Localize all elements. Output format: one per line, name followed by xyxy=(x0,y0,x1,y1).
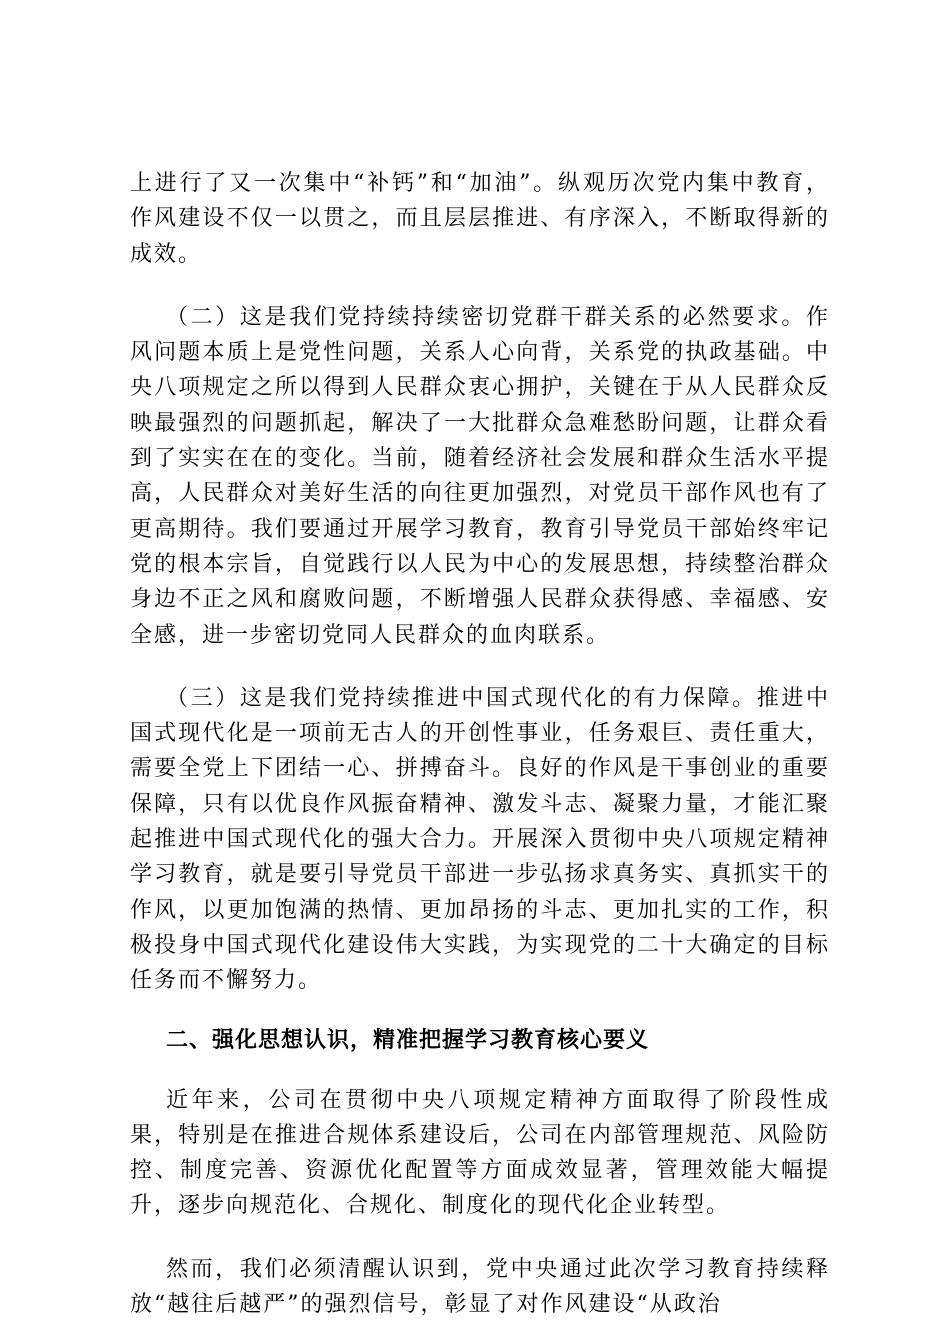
paragraph-however: 然而，我们必须清醒认识到，党中央通过此次学习教育持续释放“越往后越严”的强烈信号，彰显了对作风建设“从政治 xyxy=(130,1256,830,1318)
document-page xyxy=(130,166,830,1322)
paragraph-recent-years: 近年来，公司在贯彻中央八项规定精神方面取得了阶段性成果，特别是在推进合规体系建设后，公司在内部管理规范、风险防控、制度完善、资源优化配置等方面成效显著，管理效能大幅提升，逐步向规范化、合规化、制度化的现代化企业转型。 xyxy=(130,1087,830,1219)
paragraph-continuation: 上进行了又一次集中“补钙”和“加油”。纵观历次党内集中教育，作风建设不仅一以贯之，而且层层推进、有序深入，不断取得新的成效。 xyxy=(130,171,830,267)
paragraph-section-three: （三）这是我们党持续推进中国式现代化的有力保障。推进中国式现代化是一项前无古人的开创性事业，任务艰巨、责任重大，需要全党上下团结一心、拼搏奋斗。良好的作风是干事创业的重要保障，只有以优良作风振奋精神、激发斗志、凝聚力量，才能汇聚起推进中国式现代化的强大合力。开展深入贯彻中央八项规定精神学习教育，就是要引导党员干部进一步弘扬求真务实、真抓实干的作风，以更加饱满的热情、更加昂扬的斗志、更加扎实的工作，积极投身中国式现代化建设伟大实践，为实现党的二十大确定的目标任务而不懈努力。 xyxy=(130,685,830,994)
section-heading: 二、强化思想认识，精准把握学习教育核心要义 xyxy=(166,1027,650,1053)
paragraph-section-two: （二）这是我们党持续持续密切党群干群关系的必然要求。作风问题本质上是党性问题，关系人心向背，关系党的执政基础。中央八项规定之所以得到人民群众衷心拥护，关键在于从人民群众反映最强烈的问题抓起，解决了一大批群众急难愁盼问题，让群众看到了实实在在的变化。当前，随着经济社会发展和群众生活水平提高，人民群众对美好生活的向往更加强烈，对党员干部作风也有了更高期待。我们要通过开展学习教育，教育引导党员干部始终牢记党的根本宗旨，自觉践行以人民为中心的发展思想，持续整治群众身边不正之风和腐败问题，不断增强人民群众获得感、幸福感、安全感，进一步密切党同人民群众的血肉联系。 xyxy=(130,304,830,648)
